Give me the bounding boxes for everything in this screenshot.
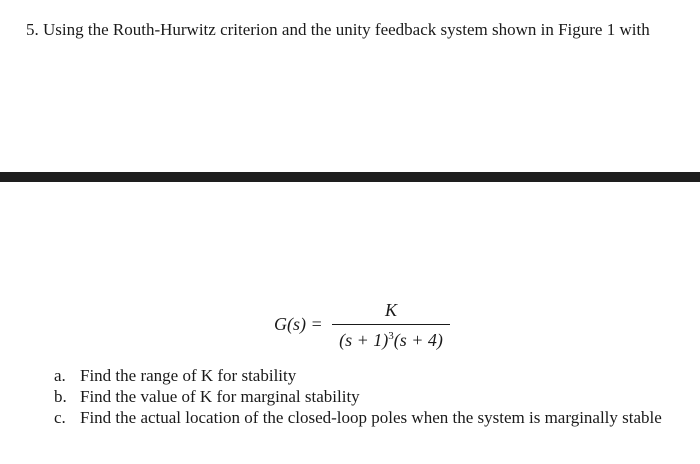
equation-numerator: K bbox=[384, 300, 397, 320]
equation-lhs: G(s) = bbox=[274, 314, 323, 334]
list-item bbox=[54, 365, 674, 386]
fraction-bar bbox=[332, 324, 450, 325]
part-marker: c. bbox=[54, 408, 66, 427]
question-parts-list bbox=[54, 365, 674, 428]
part-marker: b. bbox=[54, 387, 67, 406]
figure-divider-bar bbox=[0, 172, 700, 182]
part-text: Find the value of K for marginal stability bbox=[80, 387, 360, 406]
list-item bbox=[54, 407, 674, 428]
equation-denominator bbox=[332, 330, 450, 351]
part-marker: a. bbox=[54, 366, 66, 385]
list-item bbox=[54, 386, 674, 407]
part-text: Find the actual location of the closed-loop poles when the system is marginally stable bbox=[80, 408, 662, 427]
denominator-factor-2: (s + 4) bbox=[393, 330, 443, 350]
part-text: Find the range of K for stability bbox=[80, 366, 297, 385]
equation-fraction bbox=[332, 300, 450, 356]
denominator-exponent: 3 bbox=[388, 330, 394, 342]
question-text: 5. Using the Routh-Hurwitz criterion and the unity feedback system shown in Figure 1 with bbox=[26, 20, 650, 39]
denominator-factor-1: (s + 1) bbox=[339, 330, 389, 350]
